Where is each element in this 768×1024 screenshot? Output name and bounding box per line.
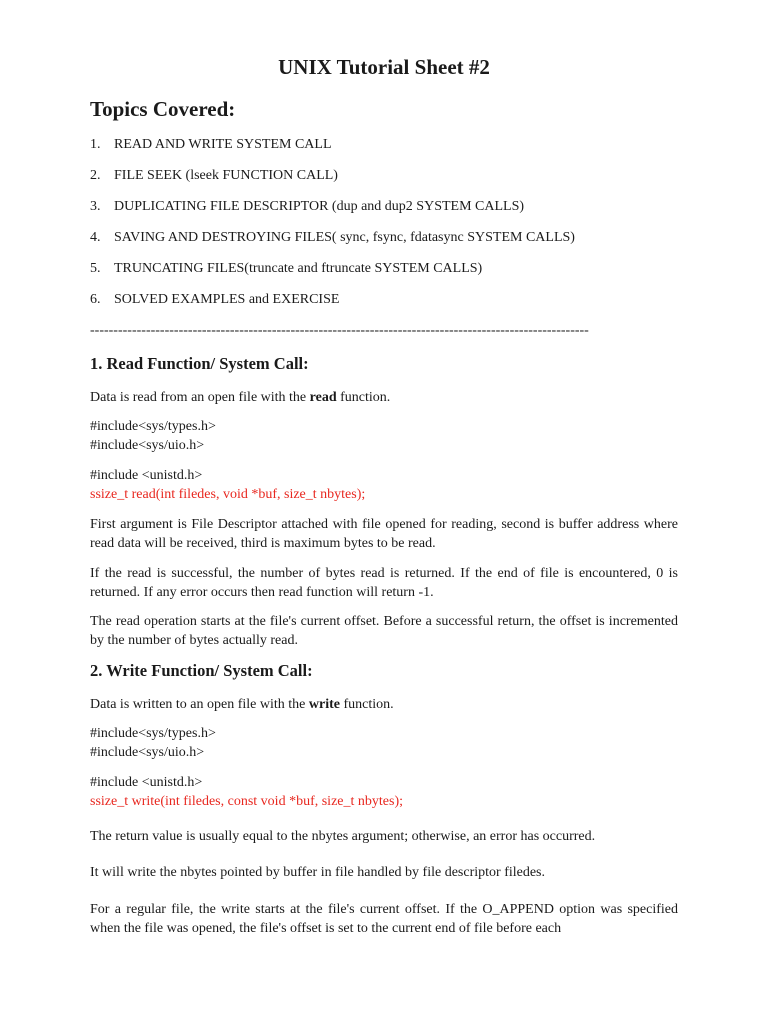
write-intro-suffix: function.: [339, 697, 394, 712]
read-paragraph-offset: The read operation starts at the file's current offset. Before a successful return, the offset is incremented by the number of bytes actually read.: [90, 614, 678, 648]
topic-text: FILE SEEK (lseek FUNCTION CALL): [114, 168, 338, 183]
write-intro-text: Data is written to an open file with the: [90, 697, 309, 712]
topic-number: 2.: [90, 168, 101, 183]
topic-number: 4.: [90, 230, 101, 245]
read-section-heading: 1. Read Function/ System Call:: [90, 354, 309, 373]
topic-item: [90, 136, 575, 167]
write-include-types: #include<sys/types.h>: [90, 726, 216, 741]
topic-item: [90, 198, 575, 229]
section-divider: -----------------------------------------------------------------------------------------------------------: [90, 323, 589, 338]
read-prototype: ssize_t read(int filedes, void *buf, size_t nbytes);: [90, 487, 366, 502]
write-include-uio: #include<sys/uio.h>: [90, 745, 205, 760]
read-intro: [90, 388, 678, 407]
topic-text: DUPLICATING FILE DESCRIPTOR (dup and dup2 SYSTEM CALLS): [114, 199, 525, 214]
read-include-unistd: #include <unistd.h>: [90, 468, 203, 483]
topic-number: 1.: [90, 137, 101, 152]
document-title: UNIX Tutorial Sheet #2: [278, 55, 490, 79]
topics-heading: Topics Covered:: [90, 97, 236, 121]
topic-text: READ AND WRITE SYSTEM CALL: [114, 137, 332, 152]
read-intro-suffix: function.: [336, 390, 391, 405]
write-paragraph-nbytes: It will write the nbytes pointed by buffer in file handled by file descriptor filedes.: [90, 865, 546, 880]
topic-number: 3.: [90, 199, 101, 214]
read-intro-text: Data is read from an open file with the: [90, 390, 310, 405]
topic-text: TRUNCATING FILES(truncate and ftruncate SYSTEM CALLS): [114, 261, 483, 276]
topic-item: [90, 260, 575, 291]
write-include-unistd: #include <unistd.h>: [90, 775, 203, 790]
topic-number: 6.: [90, 292, 101, 307]
write-prototype: ssize_t write(int filedes, const void *buf, size_t nbytes);: [90, 794, 403, 809]
write-keyword: write: [308, 697, 340, 712]
topic-item: [90, 229, 575, 260]
topics-list: [90, 136, 575, 322]
read-include-types: #include<sys/types.h>: [90, 419, 216, 434]
topic-text: SOLVED EXAMPLES and EXERCISE: [114, 292, 340, 307]
read-paragraph-arguments: First argument is File Descriptor attached with file opened for reading, second is buffer address where read data will be received, third is maximum bytes to be read.: [90, 517, 678, 551]
topic-text: SAVING AND DESTROYING FILES( sync, fsync, fdatasync SYSTEM CALLS): [114, 230, 575, 245]
read-paragraph-return: If the read is successful, the number of bytes read is returned. If the end of file is encountered, 0 is returned. If any error occurs then read function will return -1.: [90, 566, 678, 600]
write-paragraph-offset: For a regular file, the write starts at the file's current offset. If the O_APPEND option was specified when the file was opened, the file's offset is set to the current end of file before each: [90, 902, 678, 936]
read-include-uio: #include<sys/uio.h>: [90, 438, 205, 453]
write-section-heading: 2. Write Function/ System Call:: [90, 661, 313, 680]
topic-item: [90, 167, 575, 198]
topic-number: 5.: [90, 261, 101, 276]
write-paragraph-return: The return value is usually equal to the nbytes argument; otherwise, an error has occurred.: [90, 829, 596, 844]
write-intro: [90, 695, 678, 714]
read-keyword: read: [309, 390, 337, 405]
topic-item: [90, 291, 575, 322]
